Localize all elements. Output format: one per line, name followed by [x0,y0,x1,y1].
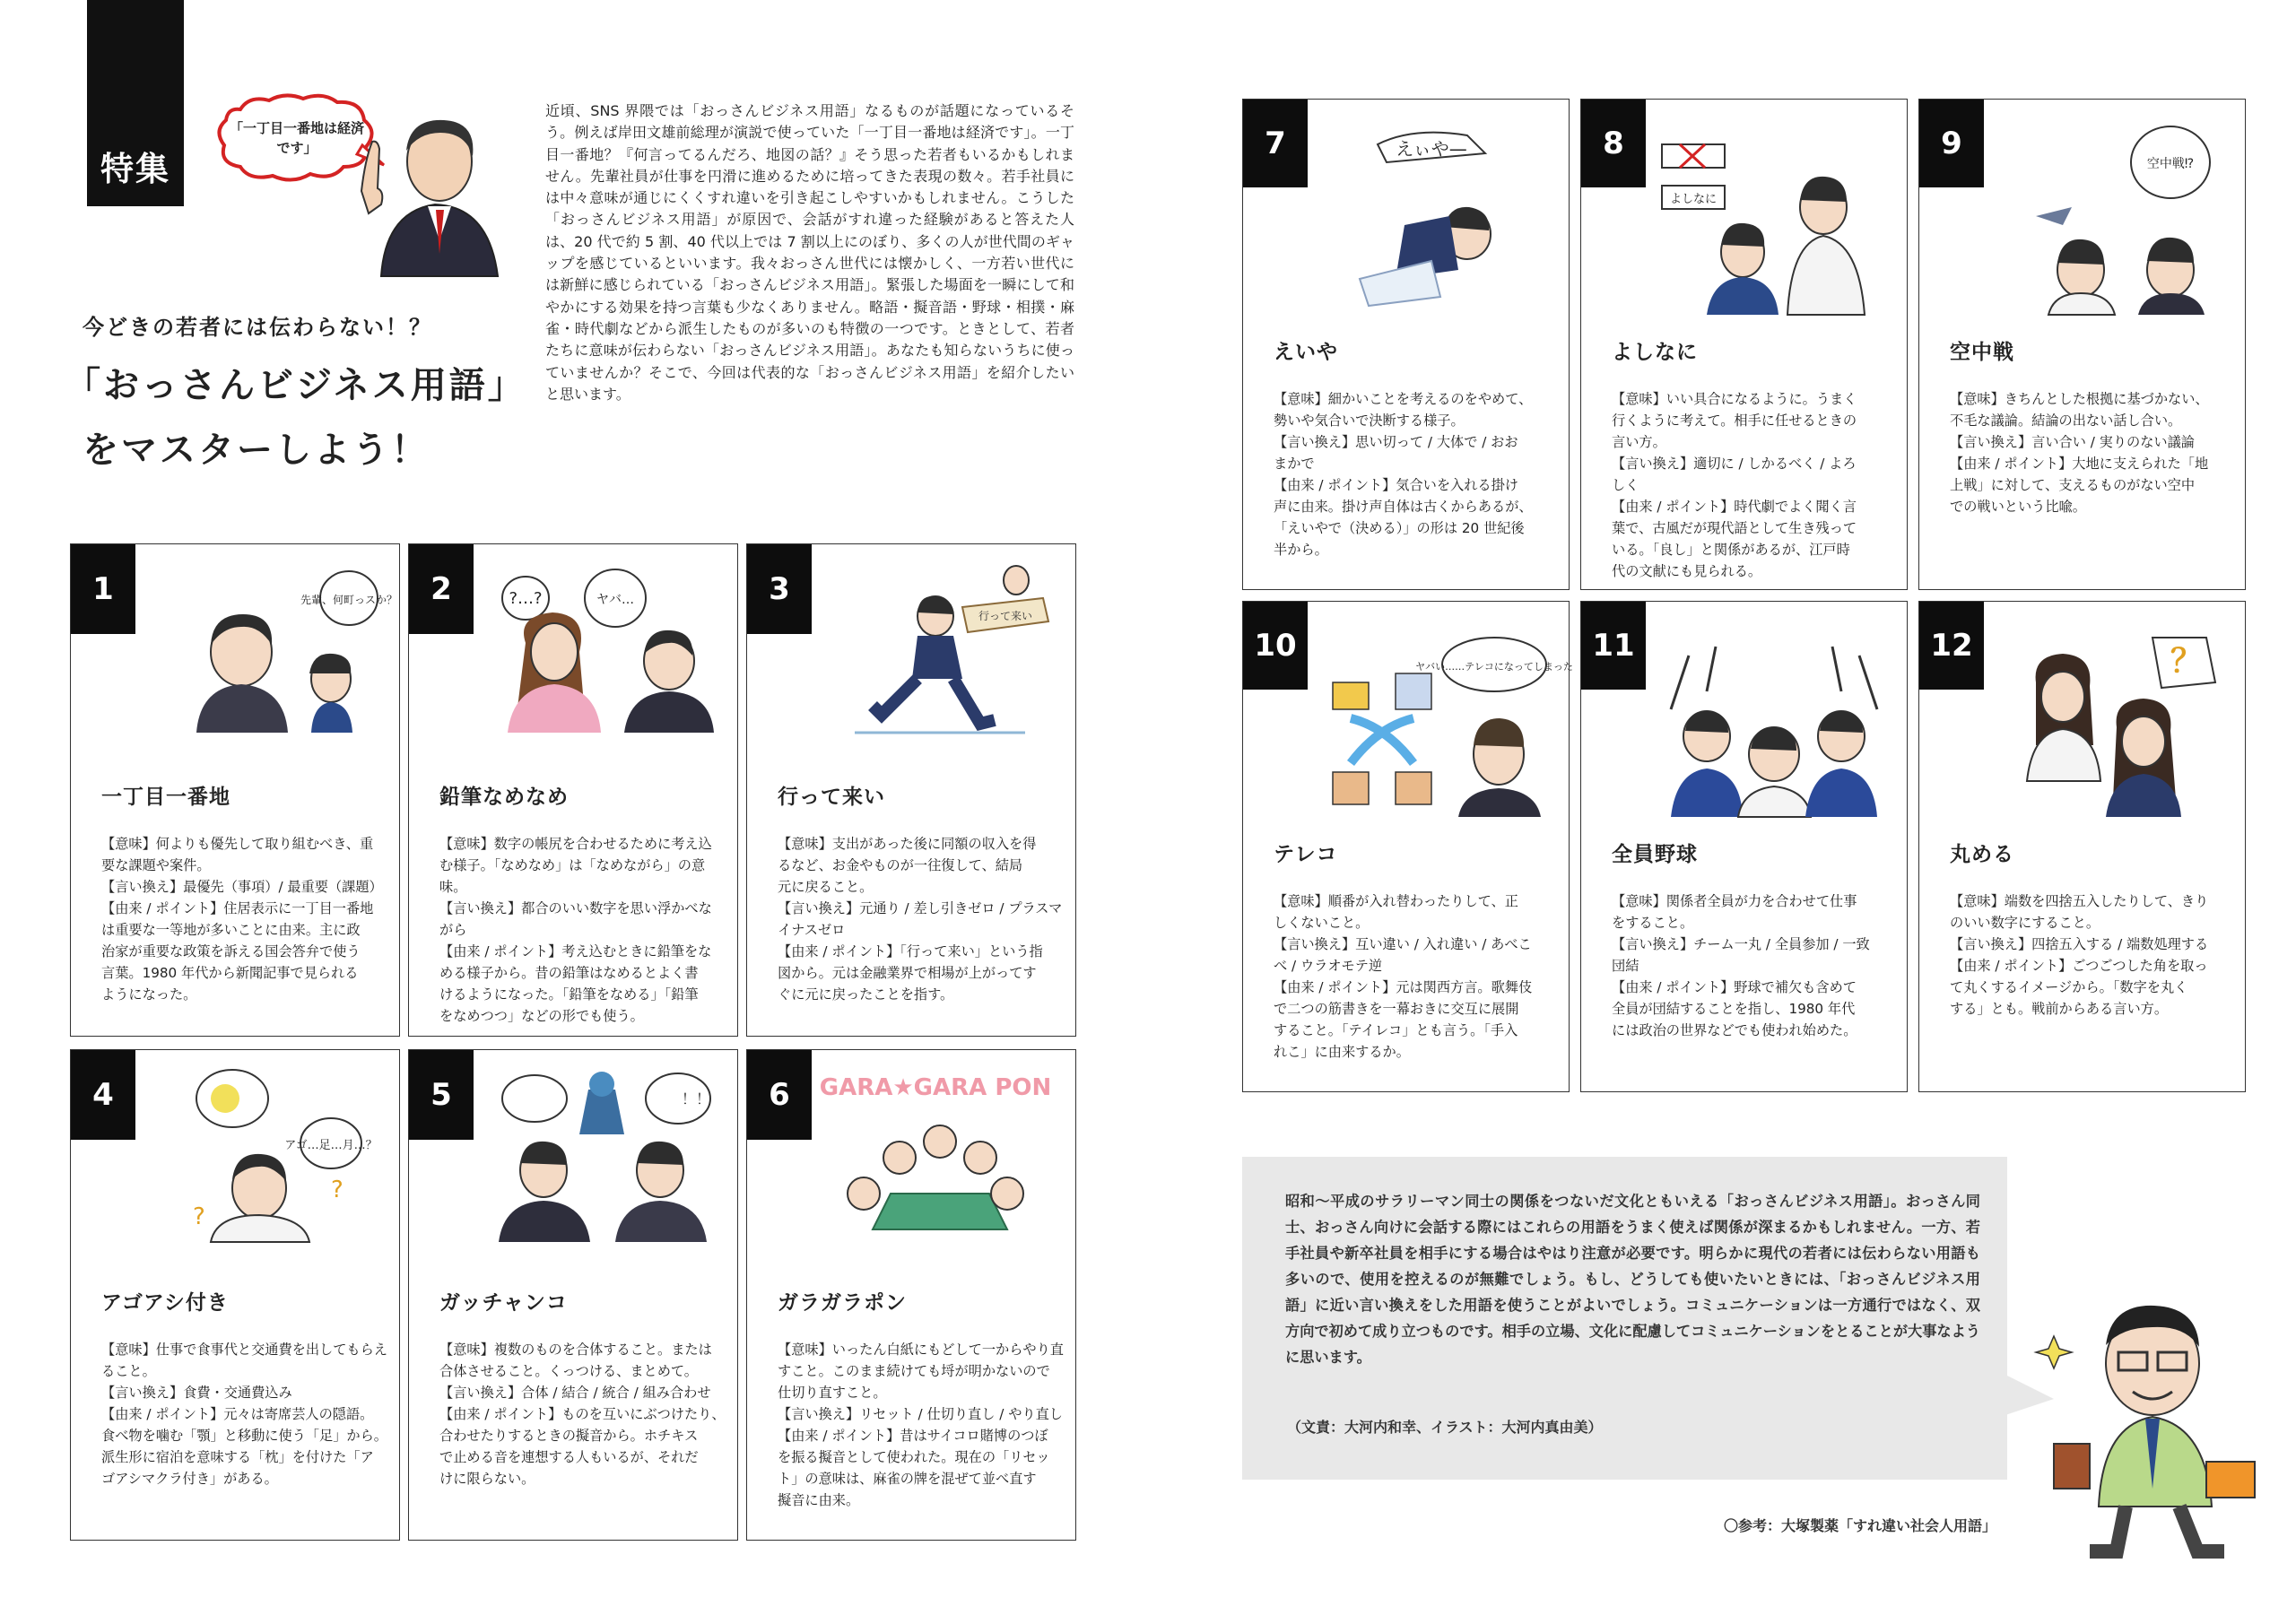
desc-line: のいい数字にすること。 [1950,915,2100,931]
term-card-4 [70,1049,400,1541]
desc-line: 【意味】何よりも優先して取り組むべき、重 [101,836,374,852]
desc-line: 【言い換え】食費・交通費込み [101,1385,292,1401]
page-title-line1: 「おっさんビジネス用語」 [65,365,526,406]
desc-line: ようになった。 [101,986,197,1003]
term-card-5 [408,1049,738,1541]
card-description [1274,388,1556,560]
reference-note: 〇参考：大塚製薬「すれ違い社会人用語」 [1724,1517,1997,1534]
card-number: 1 [71,544,135,634]
card-title: アゴアシ付き [101,1291,229,1315]
desc-line: まかで [1274,456,1315,472]
subtitle: 今どきの若者には伝わらない！？ [83,315,432,340]
diving-businessman-illustration [1324,117,1557,315]
balloon-text: 空中戦⁉ [2146,157,2195,171]
desc-line: する」とも。戦前からある言い方。 [1950,1001,2168,1017]
desc-line: をなめつつ」などの形でも使う。 [439,1008,644,1024]
desc-line: 【由来 / ポイント】元々は寄席芸人の隠語。 [101,1406,374,1422]
term-card-6 [746,1049,1076,1541]
desc-line: 【由来 / ポイント】考え込むときに鉛筆をな [439,943,712,960]
card-number: 5 [409,1050,474,1140]
svg-text:?: ? [193,1203,205,1230]
desc-line: 葉で、古風だが現代語として生き残って [1612,520,1857,536]
desc-line: 【由来 / ポイント】元は関西方言。歌舞伎 [1274,979,1533,995]
feature-label: 特集 [100,150,170,188]
card-number: 11 [1581,602,1646,690]
desc-line: ゴアシマクラ付き」がある。 [101,1471,278,1487]
desc-line: 【意味】順番が入れ替わったりして、正 [1274,893,1518,909]
card-number: 2 [409,544,474,634]
woman-and-man-illustration [490,562,723,733]
card-title: 丸める [1950,843,2014,866]
balloon-text: ？ [2170,643,2204,680]
two-businessmen-illustration [481,1063,723,1242]
teleco-illustration [1306,629,1573,817]
card-title: えいや [1274,341,1338,364]
desc-line: ぐに元に戻ったことを指す。 [778,986,954,1003]
desc-line: 不毛な議論。結論の出ない話し合い。 [1950,413,2182,429]
desc-line: 上戦」に対して、支えるものがない空中 [1950,477,2196,493]
term-card-11 [1580,601,1908,1092]
desc-line: ること。 [101,1363,156,1379]
desc-line: での戦いという比喩。 [1950,499,2086,515]
card-description [1612,388,1894,582]
term-card-9 [1918,99,2246,590]
term-card-1 [70,543,400,1037]
desc-line: む様子。「なめなめ」は「なめながら」の意味。 [439,857,706,895]
balloon-text: ！！ [681,1090,711,1107]
desc-line: しく [1612,477,1639,493]
desc-line: 勢いや気合いで決断する様子。 [1274,413,1465,429]
desc-line: 【由来 / ポイント】「行って来い」という指 [778,943,1043,960]
card-title: 空中戦 [1950,341,2014,364]
air-battle-illustration [1991,117,2233,315]
desc-line: 合体させること。くっつける、まとめて。 [439,1363,698,1379]
desc-line: るなど、お金やものが一往復して、結局 [778,857,1023,873]
desc-line: 【意味】きちんとした根拠に基づかない、 [1950,391,2209,407]
card-description [1274,890,1556,1063]
two-women-illustration [2000,629,2233,817]
desc-line: れこ」に由来するか。 [1274,1044,1410,1060]
desc-line: 【由来 / ポイント】昔はサイコロ賭博のつぼ [778,1428,1048,1444]
desc-line: 【言い換え】チーム一丸 / 全員参加 / 一致 [1612,936,1870,952]
mahjong-table-illustration [819,1059,1061,1247]
balloon-text: GARA★GARA PON [819,1074,1052,1101]
desc-line: しくないこと。 [1274,915,1370,931]
balloon-text: よしなに [1669,193,1718,206]
desc-line: で止める音を連想する人もいるが、それだ [439,1449,699,1465]
desc-line: 【言い換え】元通り / 差し引きゼロ / プラスマ [778,900,1063,916]
desc-line: ト」の意味は、麻雀の牌を混ぜて並べ直す [778,1471,1037,1487]
term-card-3 [746,543,1076,1037]
desc-line: で二つの筋書きを一幕おきに交互に展開 [1274,1001,1519,1017]
desc-line: 治家が重要な政策を訴える国会答弁で使う [101,943,361,960]
credit-text: （文責：大河内和幸、イラスト：大河内真由美） [1287,1419,1603,1436]
desc-line: 【由来 / ポイント】気合いを入れる掛け [1274,477,1518,493]
desc-line: 【意味】細かいことを考えるのをやめて、 [1274,391,1533,407]
desc-line: すること。「テイレコ」とも言う。「手入 [1274,1022,1518,1038]
desc-line: 【言い換え】リセット / 仕切り直し / やり直し [778,1406,1063,1422]
desc-line: 【言い換え】最優先（事項）/ 最重要（課題） [101,879,383,895]
desc-line: 半から。 [1274,542,1328,558]
desc-line: をすること。 [1612,915,1694,931]
card-description [778,833,1065,1005]
politician-illustration [345,106,529,276]
card-description [101,1339,388,1489]
thinking-man-illustration [161,1063,376,1242]
desc-line: 【意味】数字の帳尻を合わせるために考え込 [439,836,712,852]
desc-line: 図から。元は金融業界で相場が上がってす [778,965,1037,981]
card-number: 9 [1919,100,1984,187]
card-title: ガラガラポン [778,1291,907,1315]
card-number: 3 [747,544,812,634]
desc-line: める様子から。昔の鉛筆はなめるとよく書 [439,965,699,981]
desc-line: 【意味】端数を四捨五入したりして、きり [1950,893,2209,909]
desc-line: を振る擬音として使われた。現在の「リセッ [778,1449,1050,1465]
card-number: 12 [1919,602,1984,690]
card-description [778,1339,1065,1511]
desc-line: 代の文献にも見られる。 [1612,563,1762,579]
desc-line: 言葉。1980 年代から新聞記事で見られる [101,965,359,981]
desc-line: 【由来 / ポイント】ものを互いにぶつけたり、 [439,1406,726,1422]
desc-line: 【由来 / ポイント】住居表示に一丁目一番地 [101,900,374,916]
desc-line: 【言い換え】思い切って / 大体で / おお [1274,434,1518,450]
desc-line: イナスゼロ [778,922,846,938]
desc-line: 【意味】いい具合になるように。うまく [1612,391,1857,407]
card-description [1950,388,2232,517]
desc-line: 【言い換え】合体 / 結合 / 統合 / 組み合わせ [439,1385,711,1401]
closing-text: 昭和〜平成のサラリーマン同士の関係をつないだ文化ともいえる「おっさんビジネス用語」。おっさん同士、おっさん向けに会話する際にはこれらの用語をうまく使えば関係が深まるかもしれません。一方、若手社員や新卒社員を相手にする場合はやはり注意が必要です。明らかに現代の若者には伝わらない用語も多いので、使用を控えるのが無難でしょう。もし、どうしても使いたいときには、「おっさんビジネス用語」に近い言い換えをした用語を使うことがよいでしょう。コミュニケーションは一方通行ではなく、双方向で初めて成り立つものです。相手の立場、文化に配慮してコミュニケーションをとることが大事なように思います。 [1285,1193,1980,1366]
desc-line: 【意味】支出があった後に同額の収入を得 [778,836,1037,852]
office-workers-illustration [161,562,398,733]
card-description [1612,890,1894,1041]
desc-line: 【意味】関係者全員が力を合わせて仕事 [1612,893,1857,909]
term-card-10 [1242,601,1573,1092]
card-number: 8 [1581,100,1646,187]
desc-line: べ / ウラオモテ逆 [1274,958,1383,974]
card-number: 10 [1243,602,1308,690]
card-title: 一丁目一番地 [101,786,230,809]
desc-line: 声に由来。掛け声自体は古くからあるが、 [1274,499,1533,515]
desc-line: 食べ物を噛む「顎」と移動に使う「足」から。 [101,1428,387,1444]
card-number: 6 [747,1050,812,1140]
desc-line: には政治の世界などでも使われ始めた。 [1612,1022,1857,1038]
svg-text:?…?: ?…? [509,589,543,608]
desc-line: 合わせたりするときの擬音から。ホチキス [439,1428,699,1444]
svg-text:?: ? [331,1177,344,1203]
desc-line: 【由来 / ポイント】ごつごつした角を取っ [1950,958,2208,974]
desc-line: けに限らない。 [439,1471,535,1487]
term-card-2 [408,543,738,1037]
card-title: ガッチャンコ [439,1291,568,1315]
desc-line: 【由来 / ポイント】時代劇でよく聞く言 [1612,499,1857,515]
desc-line: 団結 [1612,958,1639,974]
desc-line: 【言い換え】四捨五入する / 端数処理する [1950,936,2209,952]
balloon-text: 先輩、何町っスか？ [300,594,398,606]
desc-line: 【意味】仕事で食事代と交通費を出してもらえ [101,1342,387,1358]
yoshinani-illustration [1653,117,1895,315]
card-title: 行って来い [778,786,885,809]
desc-line: すこと。このまま続けても埒が明かないので [778,1363,1050,1379]
desc-line: 仕切り直すこと。 [778,1385,887,1401]
intro-paragraph: 近頃、SNS 界隈では「おっさんビジネス用語」なるものが話題になっているそう。例えば岸田文雄前総理が演説で使っていた「一丁目一番地は経済です」。一丁目一番地？『何言ってるんだろ、地図の話？』そう思った若者もいるかもしれません。先輩社員が仕事を円滑に進めるために培ってきた表現の数々。若手社員には中々意味が通じにくくすれ違いを引き起こしやすいかもしれません。こうした「おっさんビジネス用語」が原因で、会話がすれ違った経験があると答えた人は、20 代で約 5 割、40 代以上では 7 割以上にのぼり、多くの人が世代間のギャップを感じているといいます。我々おっさん世代には懐かしく、一方若い世代には新鮮に感じられている「おっさんビジネス用語」。緊張した場面を一瞬にして和やかにする効果を持つ言葉も少なくありません。略語・擬音語・野球・相撲・麻雀・時代劇などから派生したものが多いのも特徴の一つです。ときとして、若者たちに意味が伝わらない「おっさんビジネス用語」。あなたも知らないうちに使っていませんか？そこで、今回は代表的な「おっさんビジネス用語」を紹介したいと思います。 [545,102,1074,403]
balloon-text: アゴ…足…月…？ [284,1139,378,1152]
desc-line: 【言い換え】都合のいい数字を思い浮かべな [439,900,712,916]
desc-line: 【言い換え】互い違い / 入れ違い / あべこ [1274,936,1532,952]
card-title: テレコ [1274,843,1338,866]
balloon-text: えぃや— [1396,138,1467,160]
balloon-text: 行って来い [978,610,1033,622]
desc-line: て丸くするイメージから。「数字を丸く [1950,979,2188,995]
desc-line: がら [439,922,467,938]
term-card-7 [1242,99,1570,590]
running-businessman-illustration [819,562,1061,742]
card-title: 全員野球 [1612,843,1698,866]
card-number: 7 [1243,100,1308,187]
desc-line: 全員が団結することを指し、1980 年代 [1612,1001,1856,1017]
card-title: よしなに [1612,341,1698,364]
card-title: 鉛筆なめなめ [439,786,569,809]
desc-line: いる。「良し」と関係があるが、江戸時 [1612,542,1850,558]
desc-line: は重要な一等地が多いことに由来。主に政 [101,922,361,938]
balloon-text: ヤバ… [596,593,634,607]
card-description [439,833,726,1027]
desc-line: 元に戻ること。 [778,879,874,895]
desc-line: 擬音に由来。 [778,1492,860,1508]
desc-line: 要な課題や案件。 [101,857,211,873]
desc-line: 【意味】いったん白紙にもどして一からやり直 [778,1342,1064,1358]
term-card-12 [1918,601,2246,1092]
desc-line: 【言い換え】言い合い / 実りのない議論 [1950,434,2195,450]
desc-line: 【由来 / ポイント】大地に支えられた「地 [1950,456,2209,472]
desc-line: 「えいやで（決める）」の形は 20 世紀後 [1274,520,1525,536]
author-mascot-illustration [2036,1282,2269,1560]
feature-label-block [87,0,184,206]
balloon-text: ヤバい……テレコになってしまった [1415,661,1573,673]
bubble-text: 「一丁目一番地は経済です」 [230,120,365,156]
page-title-line2: をマスターしよう！ [83,430,430,471]
card-description [101,833,383,1005]
team-cheering-illustration [1653,638,1895,817]
card-description [1950,890,2232,1020]
card-number: 4 [71,1050,135,1140]
desc-line: 行くように考えて。相手に任せるときの [1612,413,1857,429]
desc-line: 言い方。 [1612,434,1666,450]
term-card-8 [1580,99,1908,590]
desc-line: 【言い換え】適切に / しかるべく / よろ [1612,456,1857,472]
closing-box [1242,1157,2007,1480]
desc-line: けるようになった。「鉛筆をなめる」「鉛筆 [439,986,699,1003]
desc-line: 派生形に宿泊を意味する「枕」を付けた「ア [101,1449,374,1465]
card-description [439,1339,726,1489]
desc-line: 【由来 / ポイント】野球で補欠も含めて [1612,979,1857,995]
desc-line: 【意味】複数のものを合体すること。または [439,1342,712,1358]
